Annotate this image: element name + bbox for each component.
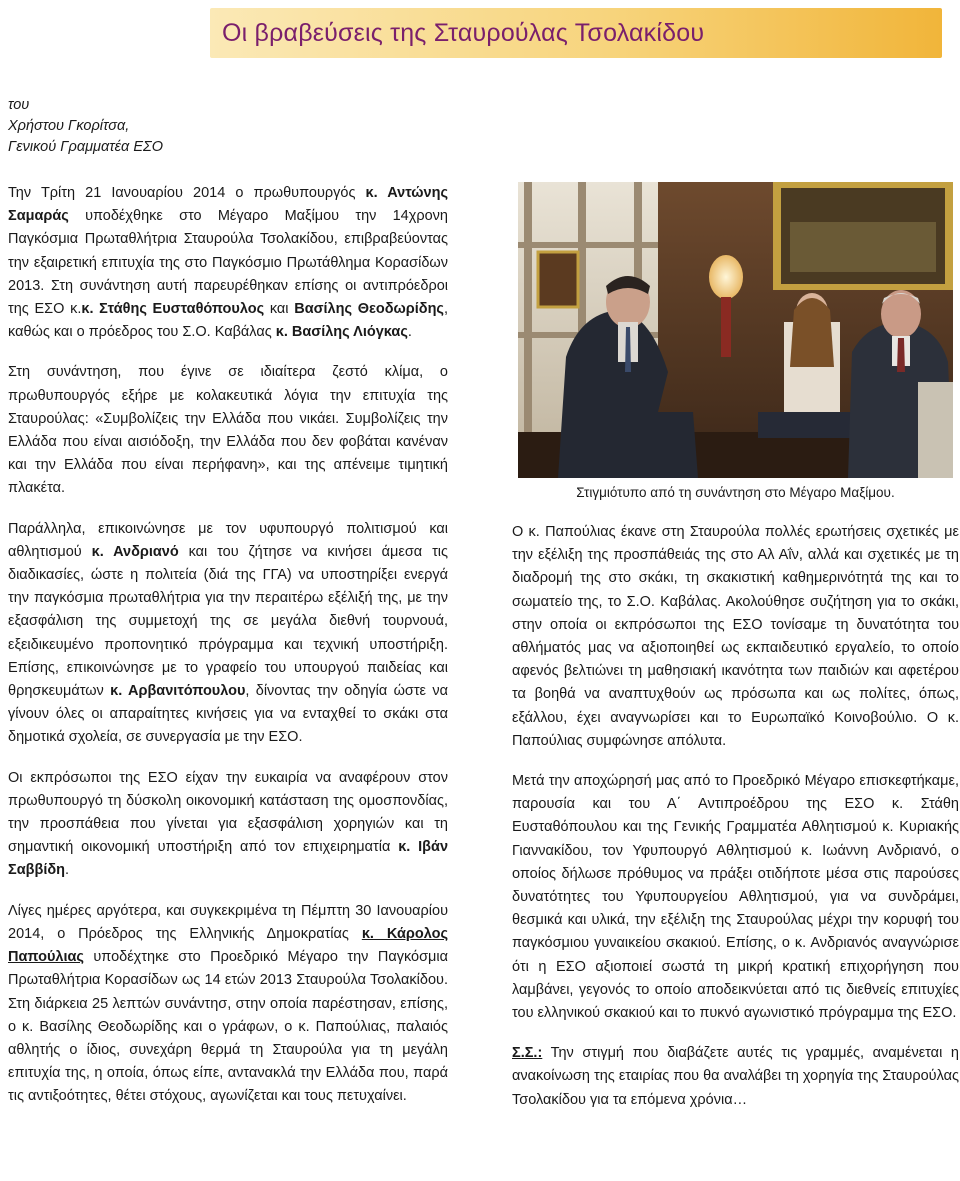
paragraph-sponsorship-note: Σ.Σ.: Την στιγμή που διαβάζετε αυτές τις γραμμές, αναμένεται η ανακοίνωση της εταιρίας που θα αναλάβει τη χορηγία της Σταυρούλας Τσολακίδου για τα επόμενα χρόνια… xyxy=(512,1045,959,1108)
paragraph-pm-quote: Στη συνάντηση, που έγινε σε ιδιαίτερα ζεστό κλίμα, ο πρωθυπουργός εξήρε με κολακευτικά λόγια την επιτυχία της Σταυρούλας: «Συμβολίζεις την Ελλάδα που νικάει. Συμβολίζεις την Ελλάδα που είναι αισιόδοξη, την Ελλάδα που δεν φοβάται κανέναν και την Ελλάδα που είναι περήφανη», και της απένειμε τιμητική πλακέτα. xyxy=(8,364,448,497)
paragraph-president-meeting: Λίγες ημέρες αργότερα, και συγκεκριμένα τη Πέμπτη 30 Ιανουαρίου 2014, ο Πρόεδρος της Ελληνικής Δημοκρατίας κ. Κάρολος Παπούλιας υποδέχτηκε στο Προεδρικό Μέγαρο την Παγκόσμια Πρωταθλήτρια Κορασίδων ως 14 ετών 2013 Σταυρούλα Τσολακίδου. Στη διάρκεια 25 λεπτών συνάντησ, στην οποία παρέστησαν, επίσης, ο κ. Βασίλης Θεοδωρίδης και ο γράφων, ο κ. Παπούλιας, παλαιός αθλητής ο ίδιος, συνεχάρη θερμά τη Σταυρούλα για τη μεγάλη επιτυχία της, η οποία, όπως είπε, αντανακλά την Ελλάδα που, παρά τις αντιξοότητες, θέτει στόχους, αγωνίζεται και τους πετυχαίνει. xyxy=(8,902,449,1105)
title-banner xyxy=(210,8,942,58)
author-role: Γενικού Γραμματέα ΕΣΟ xyxy=(8,139,163,155)
paragraph-ministry-visit: Μετά την αποχώρησή μας από το Προεδρικό Μέγαρο επισκεφτήκαμε, παρουσία και του Α΄ Αντιπροέδρου της ΕΣΟ κ. Στάθη Ευσταθόπουλου και της Γενικής Γραμματέα Αθλητισμού κ. Κυριακής Γιαννακίδου, τον Υφυπουργό Αθλητισμού κ. Ιωάννη Ανδριανό, ο οποίος δήλωσε πρόθυμος να πράξει οτιδήποτε μέσα στις παρούσες δυνατότητες του Υφυπουργείου Αθλητισμού, για να συνδράμει, θεσμικά και υλικά, την εξέλιξη της Σταυρούλας μέχρι την κορυφή του παγκόσμιου γυναικείου σκακιού. Επίσης, ο κ. Ανδριανός αναγνώρισε ότι η ΕΣΟ αξιοποιεί σωστά τη μικρή κρατική επιχορήγηση που λαμβάνει, γεγονός το οποίο αποδεικνύεται από τις διεθνείς επιτυχίες του ελληνικού σκακιού και το πυκνό αγωνιστικό πρόγραμμα της ΕΣΟ. xyxy=(512,773,959,1022)
paragraph-minister-contact: Παράλληλα, επικοινώνησε με τον υφυπουργό πολιτισμού και αθλητισμού κ. Ανδριανό και του ζήτησε να κινήσει άμεσα τις διαδικασίες, ώστε η πολιτεία (διά της ΓΓΑ) να υποστηρίξει ενεργά την παγκόσμια πρωταθλήτρια για την περαιτέρω εξέλιξή της, με την εξασφάλιση της συμμετοχή της σε μεγάλα διεθνή τουρνουά, εξειδικευμένο προπονητικό πρόγραμμα και τεχνική υποστήριξη. Επίσης, επικοινώνησε με το γραφείο του υπουργού παιδείας και θρησκευμάτων κ. Αρβανιτόπουλου, δίνοντας την οδηγία ώστε να γίνουν όλες οι απαραίτητες κινήσεις για να ενταχθεί το σκάκι στα δημοτικά σχολεία, σε συνεργασία με την ΕΣΟ. xyxy=(8,520,449,746)
right-column xyxy=(512,521,959,1129)
paragraph-meeting-intro: Την Τρίτη 21 Ιανουαρίου 2014 ο πρωθυπουργός κ. Αντώνης Σαμαράς υποδέχθηκε στο Μέγαρο Μαξίμου την 14χρονη Παγκόσμια Πρωταθλήτρια Σταυρούλα Τσολακίδου, επιβραβεύοντας την εξαιρετική επιτυχία της στο Παγκόσμιο Πρωτάθλημα Κορασίδων 2013. Στη συνάντηση αυτή παρευρέθηκαν επίσης οι αντιπρόεδροι της ΕΣΟ κ.κ. Στάθης Ευσταθόπουλος και Βασίλης Θεοδωρίδης, καθώς και ο πρόεδρος του Σ.Ο. Καβάλας κ. Βασίλης Λιόγκας. xyxy=(8,185,448,341)
paragraph-president-questions: Ο κ. Παπούλιας έκανε στη Σταυρούλα πολλές ερωτήσεις σχετικές με την εξέλιξη της προσπάθειάς της στο Αλ Αΐν, αλλά και σχετικές με τη διαδρομή της στο σκάκι, τη σκακιστική καθημερινότητά της και το σωματείο της, το Σ.Ο. Καβάλας. Ακολούθησε συζήτηση για το σκάκι, στην οποία οι εκπρόσωποι της ΕΣΟ τονίσαμε τη δυνατότητα του αθλήματός μας να αξιοποιηθεί ως εκπαιδευτικό εργαλείο, το οποίο αφενός βελτιώνει τη μαθησιακή ικανότητα των παιδιών και αφετέρου τα βοηθά να αναπτυχθούν ως πρόσωπα και ως πολίτες, όπως, εξάλλου, έχει αναγνωρίσει και το Ευρωπαϊκό Κοινοβούλιο. Ο κ. Παπούλιας συμφώνησε απόλυτα. xyxy=(512,524,959,749)
author-name: Χρήστου Γκορίτσα, xyxy=(8,118,130,134)
meeting-photo xyxy=(518,182,953,478)
author-prefix: του xyxy=(8,97,30,113)
page-title: Οι βραβεύσεις της Σταυρούλας Τσολακίδου xyxy=(222,19,705,47)
photo-caption: Στιγμιότυπο από τη συνάντηση στο Μέγαρο Μαξίμου. xyxy=(576,485,895,500)
note-label: Σ.Σ.: xyxy=(512,1045,543,1062)
author-block xyxy=(8,95,308,158)
meeting-photo-illustration xyxy=(518,182,953,478)
paragraph-finances: Οι εκπρόσωποι της ΕΣΟ είχαν την ευκαιρία να αναφέρουν στον πρωθυπουργό τη δύσκολη οικονομική κατάσταση της ομοσπονδίας, την προσπάθεια που γίνεται για εξασφάλιση χορηγιών και τη σημαντική οικονομική υποστήριξη από τον επιχειρηματία κ. Ιβάν Σαββίδη. xyxy=(8,769,449,879)
left-column xyxy=(8,182,448,1126)
